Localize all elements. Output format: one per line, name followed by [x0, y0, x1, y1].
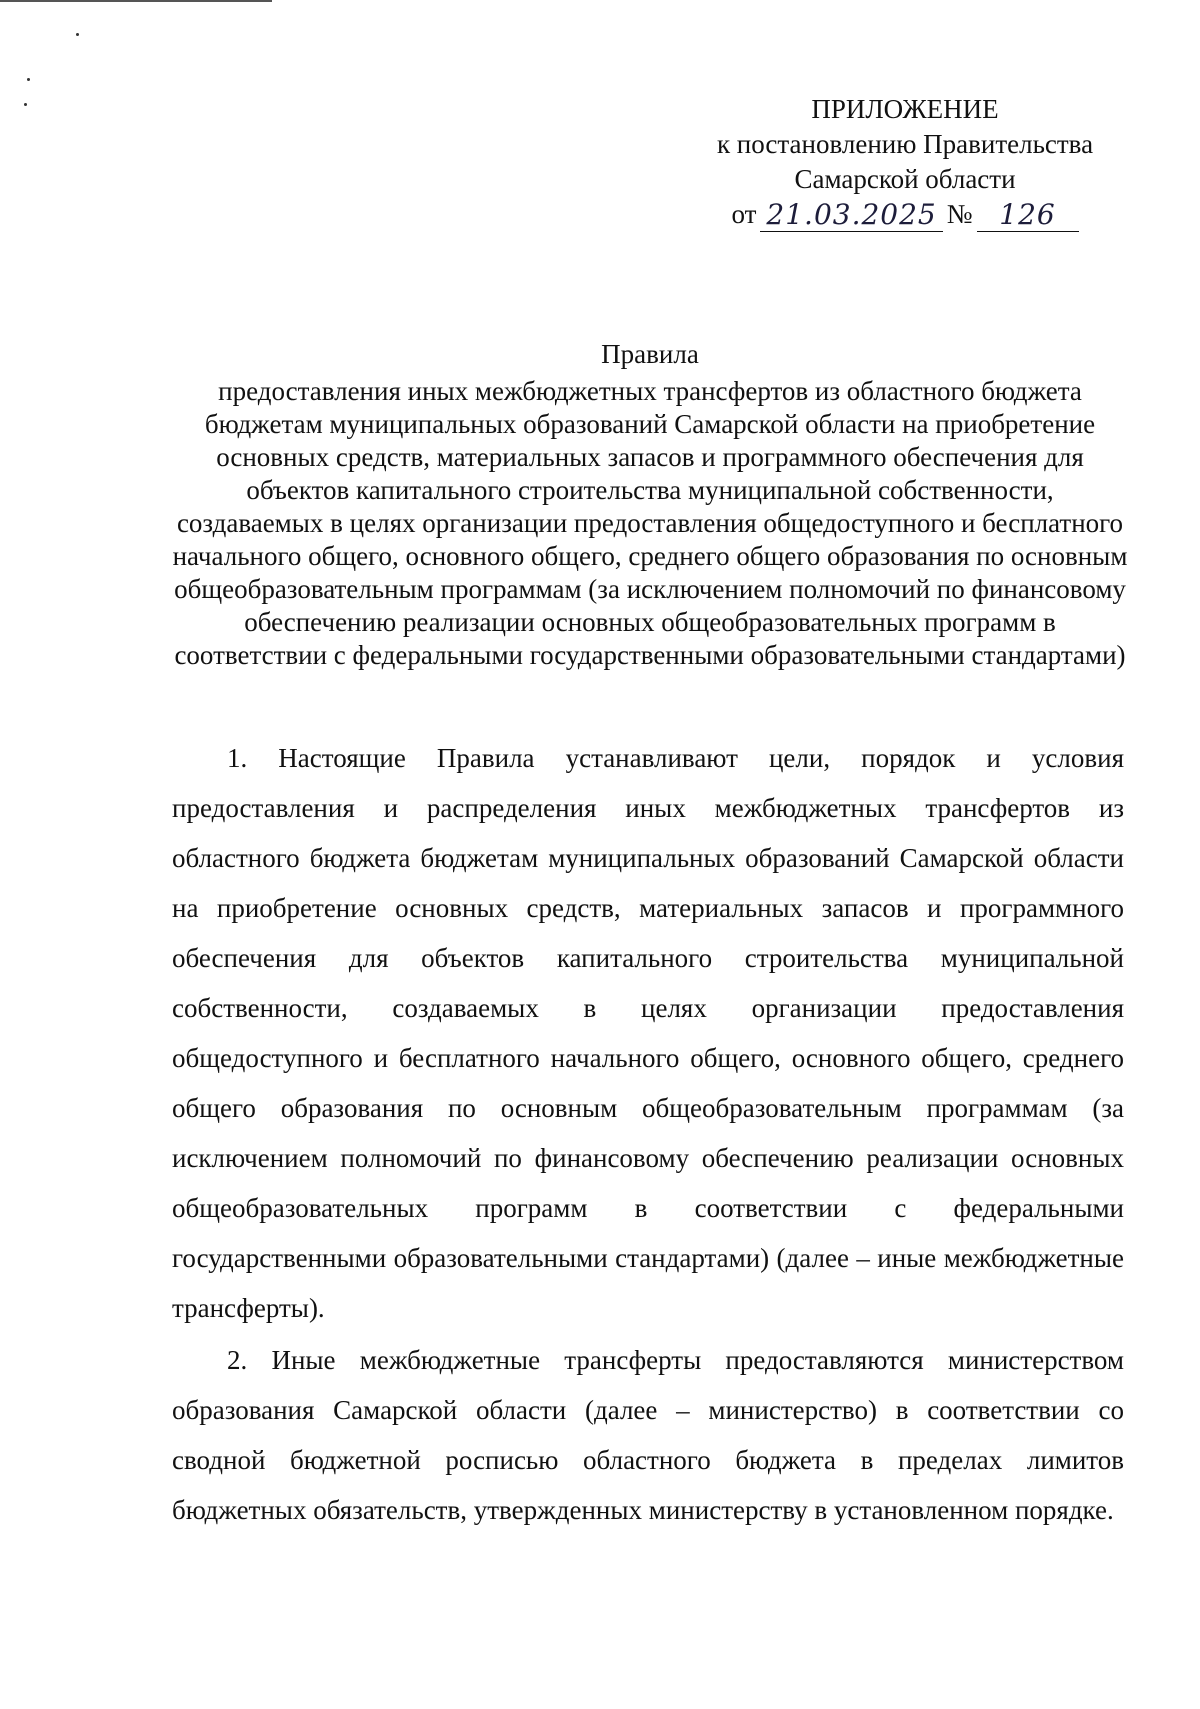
appendix-reference: к постановлению Правительства	[716, 129, 1094, 159]
document-title	[170, 338, 1130, 672]
handwritten-number: 126	[977, 199, 1079, 232]
appendix-label: ПРИЛОЖЕНИЕ	[811, 94, 999, 124]
top-border-line	[0, 0, 272, 2]
title-subtitle: предоставления иных межбюджетных трансфертов из областного бюджета бюджетам муниципальных образований Самарской области на приобретение основных средств, материальных запасов и программного обеспечения для объектов капитального строительства муниципальной собственности, создаваемых в целях организации предоставления общедоступного и бесплатного начального общего, основного общего, среднего общего образования по основным общеобразовательным программам (за исключением полномочий по финансовому обеспечению реализации основных общеобразовательных программ в соответствии с федеральными государственными образовательными стандартами)	[172, 376, 1128, 670]
scan-speck	[27, 78, 30, 81]
appendix-date-line	[731, 197, 1078, 232]
title-heading: Правила	[601, 339, 699, 369]
handwritten-date: 21.03.2025	[760, 199, 942, 232]
paragraph-1: 1. Настоящие Правила устанавливают цели, порядок и условия предоставления и распределения иных межбюджетных трансфертов из областного бюджета бюджетам муниципальных образований Самарской области на приобретение основных средств, материальных запасов и программного обеспечения для объектов капитального строительства муниципальной собственности, создаваемых в целях организации предоставления общедоступного и бесплатного начального общего, основного общего, среднего общего образования по основным общеобразовательным программам (за исключением полномочий по финансовому обеспечению реализации основных общеобразовательных программ в соответствии с федеральными государственными образовательными стандартами) (далее – иные межбюджетные трансферты).	[172, 743, 1124, 1323]
document-body	[172, 733, 1124, 1535]
date-prefix: от	[731, 199, 757, 229]
paragraph-2: 2. Иные межбюджетные трансферты предоставляются министерством образования Самарской области (далее – министерство) в соответствии со сводной бюджетной росписью областного бюджета в пределах лимитов бюджетных обязательств, утвержденных министерству в установленном порядке.	[172, 1345, 1124, 1525]
scan-speck	[76, 33, 79, 36]
appendix-region: Самарской области	[794, 164, 1016, 194]
appendix-header	[695, 92, 1115, 232]
scan-speck	[24, 103, 27, 106]
number-prefix: №	[946, 199, 973, 229]
